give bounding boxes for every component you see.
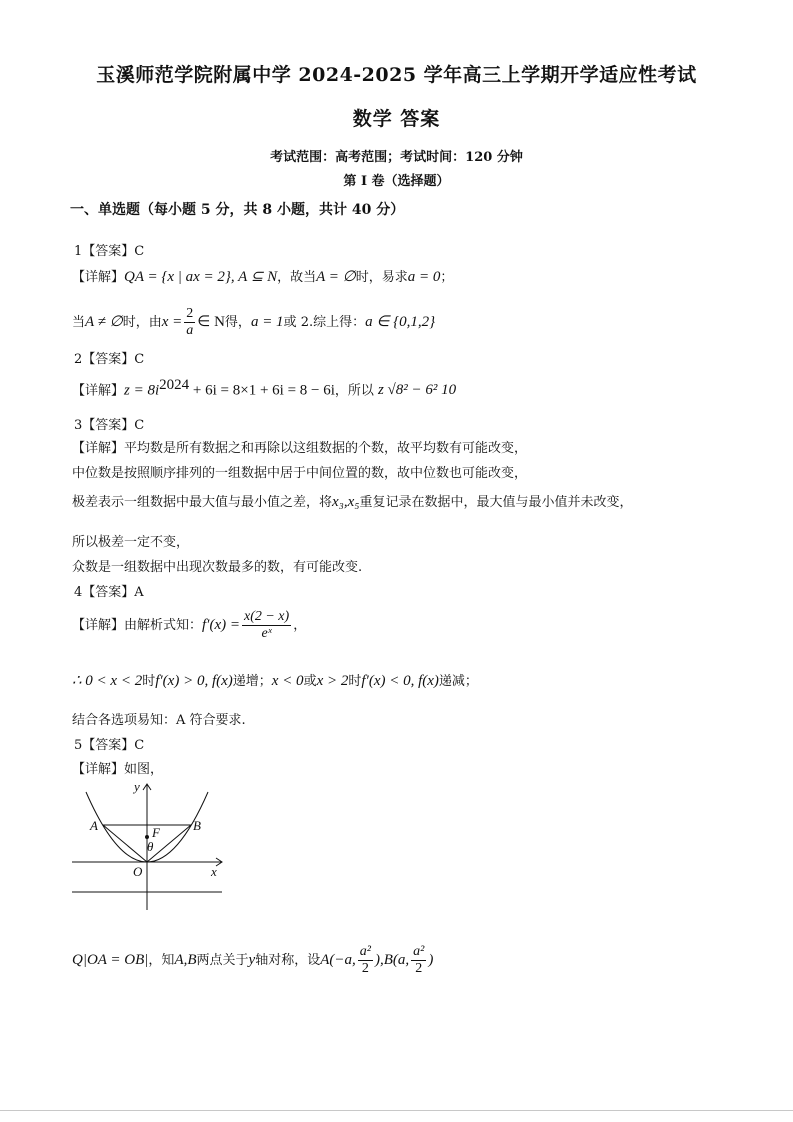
q3-line-mode: 众数是一组数据中出现次数最多的数，有可能改变.	[72, 560, 363, 575]
q1-answer: 1【答案】C	[74, 244, 145, 259]
q5-detail: 【详解】如图，	[72, 762, 164, 777]
section-heading: 一、单选题（每小题 5 分，共 8 小题，共计 40 分）	[70, 202, 405, 218]
q4-conclusion: 结合各选项易知：A 符合要求.	[72, 713, 246, 728]
page-title: 玉溪师范学院附属中学 2024-2025 学年高三上学期开学适应性考试	[96, 64, 697, 86]
page-subtitle: 数学 答案	[352, 108, 441, 130]
page-bottom-rule	[0, 1110, 793, 1111]
q1-set-def: QA = {x | ax = 2}, A ⊆ N	[124, 269, 278, 285]
q1-fraction: $\frac{2}{a}$	[186, 306, 194, 338]
q3-answer: 3【答案】C	[74, 418, 145, 433]
q4-detail-line1: 【详解】由解析式知：f′(x) = $\frac{x(2 - x)}{\text{eˣ}}$ ，	[72, 609, 307, 641]
q1-detail-line1: 【详解】QA = {x | ax = 2}, A ⊆ N，故当A = ∅时，易求a = 0；	[72, 269, 454, 285]
label-theta: θ	[147, 839, 154, 854]
q4-fraction: $\frac{x(2 - x)}{\text{eˣ}}$	[243, 609, 290, 641]
label-y: y	[134, 779, 140, 794]
q3-line-range: 极差表示一组数据中最大值与最小值之差，将x₃,x₅重复记录在数据中，最大值与最小值并未改变，	[72, 494, 633, 510]
label-f: F	[152, 825, 160, 840]
q5-answer: 5【答案】C	[74, 738, 145, 753]
volume-label: 第 I 卷（选择题）	[343, 174, 450, 189]
q5-last-line: Q|OA = OB|，知A,B两点关于y轴对称，设A(−a, $\frac{\text{a²}}{2}$ ),B(a, $\frac{\text{a²}}{2}$ )	[72, 944, 434, 976]
label-x: x	[211, 864, 217, 879]
exam-info: 考试范围：高考范围；考试时间：120 分钟	[270, 150, 523, 165]
q1-detail-line2: 当A ≠ ∅时，由x = $\frac{2}{a}$ ∈ N得，a = 1或 2.综上得：a ∈ {0,1,2}	[72, 306, 436, 338]
q4-detail-line2: ∴ 0 < x < 2时f′(x) > 0, f(x)递增；x < 0或x > 2时f′(x) < 0, f(x)递减；	[72, 673, 478, 689]
q3-line-mean: 【详解】平均数是所有数据之和再除以这组数据的个数，故平均数有可能改变，	[72, 441, 528, 456]
q2-detail: 【详解】$z = 8i^{2024} + 6i = 8\times 1 + 6i = 8 - 6i$，所以 z √8² − 6² 10	[72, 377, 457, 399]
q3-line-median: 中位数是按照顺序排列的一组数据中居于中间位置的数，故中位数也可能改变，	[72, 466, 528, 481]
label-b: B	[193, 818, 201, 833]
q3-line-conclusion: 所以极差一定不变，	[72, 535, 190, 550]
label-o: O	[133, 864, 143, 879]
q2-answer: 2【答案】C	[74, 352, 145, 367]
parabola-figure	[66, 778, 230, 914]
segment-oa	[103, 825, 147, 862]
label-a: A	[90, 818, 98, 833]
q4-answer: 4【答案】A	[74, 585, 144, 600]
